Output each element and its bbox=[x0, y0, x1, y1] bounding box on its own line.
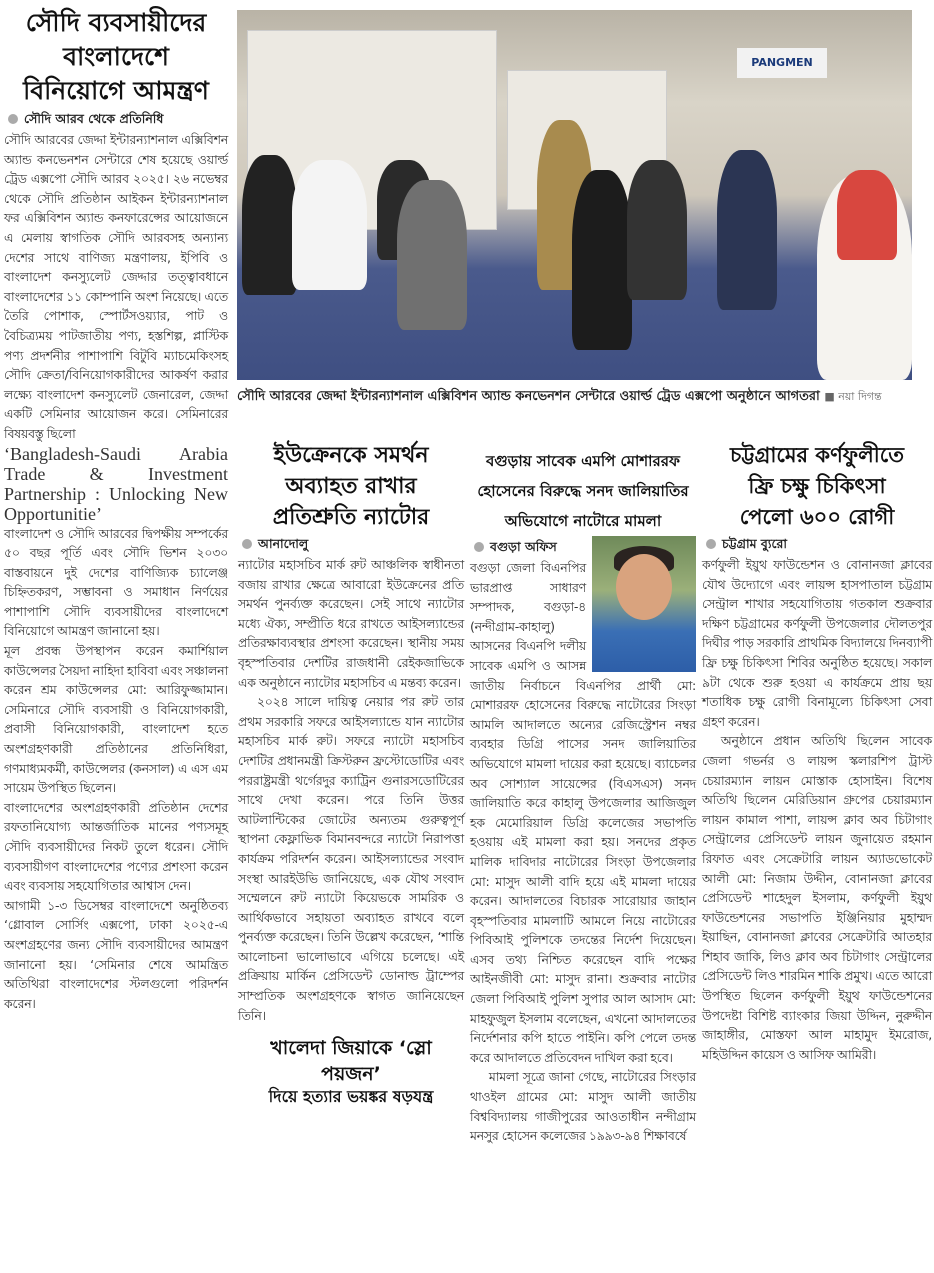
byline bbox=[474, 538, 586, 556]
article-nato-ukraine bbox=[238, 440, 464, 1107]
person bbox=[837, 170, 897, 260]
byline-text: বগুড়া অফিস bbox=[490, 539, 557, 554]
paragraph: সৌদি আরবের জেদ্দা ইন্টারন্যাশনাল এক্সিবিশন অ্যান্ড কনভেনশন সেন্টারে শেষ হয়েছে ওয়ার্ল্ড ট্রেড এক্সপো সৌদি আরব ২০২৫। ২৬ নভেম্বর থেকে সৌদি প্রতিষ্ঠান আইকন ইন্টারন্যাশনাল ফর এক্সিবিশন অ্যান্ড কনফারেন্সের আয়োজনে এ মেলায় স্বাগতিক সৌদি আরবসহ অন্যান্য দেশের সাথে বাণিজ্য মন্ত্রণালয়, ইপিবি ও বাংলাদেশ কনস্যুলেট জেদ্দার তত্ত্বাবধানে বাংলাদেশের ১১ কোম্পানি অংশ নিয়েছে। এতে তৈরি পোশাক, স্পোর্টসওয়্যার, পাট ও বৈচিত্র্যময় পাটজাতীয় পণ্য, হস্তশিল্প, প্লাস্টিক পণ্য প্রদর্শনীর পাশাপাশি বিটুবি ম্যাচমেকিংসহ সৌদি ক্রেতা/বিনিয়োগকারীদের আকর্ষণ করার লক্ষ্যে বাংলাদেশ কনস্যুলেট জেনারেল, জেদ্দা একটি সেমিনার আয়োজন করে। সেমিনারের বিষয়বস্তু ছিলো bbox=[4, 132, 228, 441]
person bbox=[292, 160, 367, 290]
article-saudi-investment bbox=[4, 6, 228, 1013]
article-body bbox=[238, 555, 464, 1025]
paragraph: মূল প্রবন্ধ উপস্থাপন করেন কমার্শিয়াল কাউন্সেলর সৈয়দা নাহিদা হাবিবা এবং সঞ্চালনা করেন শ্রম কাউন্সেলর মো: আরিফুজ্জামান। সেমিনারে সৌদি ব্যবসায়ী ও বিনিয়োগকারী, প্রবাসী বিনিয়োগকারী, বাংলাদেশ হতে অংশগ্রহণকারী প্রতিষ্ঠানের প্রতিনিধিরা, গণমাধ্যমকর্মী, কাউন্সেলর (কনসাল) এ এস এম সায়েম উপস্থিত ছিলেন। bbox=[4, 643, 228, 796]
paragraph: ২০২৪ সালে দায়িত্ব নেয়ার পর রুট তার প্রথম সরকারি সফরে আইসল্যান্ডে যান ন্যাটোর মহাসচিব মার্ক রুট। সফরে ন্যাটো মহাসচিব দেশটির প্রধানমন্ত্রী ক্রিস্টরুন ফ্রস্টোডোটির এবং পররাষ্ট্রমন্ত্রী থর্গেরদুর ক্যাট্রিন গুনারসডোটিরের সাথে দেখা করেন। পরে তিনি উত্তর আটলান্টিকের জোটের অন্যতম গুরুত্বপূর্ণ স্থাপনা কেফ্লাভিক বিমানবন্দরে ন্যাটো নিরাপত্তা কার্যক্রম পরিদর্শন করেন। আইসল্যান্ডের সংবাদ সংস্থা আরইউভি জানিয়েছে, এক যৌথ সংবাদ সম্মেলনে রুট ন্যাটো কিয়েভকে সামরিক ও আর্থিকভাবে সহায়তা অব্যাহত রাখবে বলে পুনর্ব্যক্ত করেছেন। তিনি উল্লেখ করেছেন, ‘শান্তি আলোচনা ভালোভাবে এগিয়ে চলেছে। এই প্রক্রিয়ায় মার্কিন প্রেসিডেন্ট ডোনাল্ড ট্রাম্পের সাম্প্রতিক অংশগ্রহণকে স্বাগত জানিয়েছেন তিনি। bbox=[238, 694, 464, 1023]
headline-line: পেলো ৬০০ রোগী bbox=[739, 505, 895, 529]
article-bogura-case bbox=[470, 446, 696, 1146]
headline-line: অভিযোগে নাটোরে মামলা bbox=[504, 512, 662, 530]
expo-photo bbox=[237, 10, 912, 380]
person bbox=[242, 155, 297, 295]
expo-banner: PANGMEN bbox=[737, 48, 827, 78]
headline-line: বিনিয়োগে আমন্ত্রণ bbox=[23, 76, 209, 105]
person bbox=[627, 160, 687, 300]
article-headline-khaleda bbox=[238, 1035, 464, 1107]
headline-line: দিয়ে হত্যার ভয়ঙ্কর ষড়যন্ত্র bbox=[268, 1087, 434, 1107]
paragraph: বাংলাদেশের অংশগ্রহণকারী প্রতিষ্ঠান দেশের রফতানিযোগ্য আন্তর্জাতিক মানের পণ্যসমূহ সৌদি ব্যবসায়ীদের নিকট তুলে ধরেন। সৌদি ব্যবসায়ীগণ বাংলাদেশের পণ্যের প্রশংসা করেন এবং ব্যবসায় সহযোগিতার আশ্বাস দেন। bbox=[4, 799, 228, 894]
headline-line: প্রতিশ্রুতি ন্যাটোর bbox=[272, 505, 430, 530]
paragraph: কর্ণফুলী ইয়ুথ ফাউন্ডেশন ও বোনানজা ক্লাবের যৌথ উদ্যোগে এবং লায়ন্স হাসপাতাল চট্টগ্রাম সেন্ট্রাল শাখার সহযোগিতায় গতকাল শুক্রবার দক্ষিণ চট্টগ্রামের কর্ণফুলী উপজেলার দৌলতপুর দিঘীর পাড় সরকারি প্রাথমিক বিদ্যালয়ে দিনব্যাপী ফ্রি চক্ষু চিকিৎসা শিবির অনুষ্ঠিত হয়েছে। সকাল ৯টা থেকে শুরু হওয়া এ কার্যক্রমে প্রায় ছয় শতাধিক চক্ষু রোগী বিনামূল্যে চিকিৎসা সেবা গ্রহণ করেন। bbox=[702, 557, 932, 729]
person bbox=[717, 150, 777, 310]
person bbox=[572, 170, 632, 350]
byline bbox=[242, 535, 464, 553]
article-headline bbox=[702, 440, 932, 533]
mp-portrait-photo bbox=[592, 536, 696, 672]
article-karnaphuli-eye-camp bbox=[702, 440, 932, 1064]
bullet-icon bbox=[8, 114, 18, 124]
byline bbox=[8, 110, 228, 128]
bullet-icon bbox=[242, 539, 252, 549]
paragraph: অনুষ্ঠানে প্রধান অতিথি ছিলেন সাবেক জেলা গভর্নর ও লায়ন্স স্কলারশিপ ট্রাস্ট চেয়ারম্যান লায়ন মোস্তাক হোসাইন। বিশেষ অতিথি ছিলেন মেরিডিয়ান গ্রুপের চেয়ারম্যান লায়ন কামাল পাশা, লায়ন্স ক্লাব অব চিটাগাং সেন্ট্রালের প্রেসিডেন্ট লায়ন জুনায়েত রহমান রিফাত এবং সেক্রেটারি লায়ন অ্যাডভোকেট আলী মো: নিজাম উদ্দীন, বোনানজা ক্লাবের প্রেসিডেন্ট শাহেদুল ইসলাম, কর্ণফুলী ইয়ুথ ফাউন্ডেশনের সভাপতি ইঞ্জিনিয়ার মুহাম্মদ ইয়াছিন, বোনানজা ক্লাবের সেক্রেটারি আতহার শিহাব জাকি, লিও ক্লাব অব চিটাগাং সেন্ট্রালের প্রেসিডেন্ট লিও শারমিন শাকি প্রমুখ। এতে আরো উপস্থিত ছিলেন কর্ণফুলী ইয়ুথ ফাউন্ডেশনের উপদেষ্টা বিশিষ্ট ব্যাংকার জিয়া উদ্দিন, নুরুদ্দীন জাহাঙ্গীর, মোস্তফা আল মাহামুদ ইমরোজ, মহিউদ্দিন কায়েস ও আসিফ আমিরী। bbox=[702, 733, 932, 1062]
article-headline bbox=[238, 440, 464, 533]
photo-credit: ■ নয়া দিগন্ত bbox=[824, 390, 882, 403]
byline bbox=[706, 535, 932, 553]
headline-line: খালেদা জিয়াকে ‘স্লো পয়জন’ bbox=[270, 1037, 432, 1086]
headline-line: বাংলাদেশে bbox=[63, 42, 169, 71]
headline-line: অব্যাহত রাখার bbox=[285, 474, 417, 499]
bullet-icon bbox=[474, 542, 484, 552]
face bbox=[616, 554, 672, 620]
headline-line: হোসেনের বিরুদ্ধে সনদ জালিয়াতির bbox=[477, 482, 689, 500]
headline-line: চট্টগ্রামের কর্ণফুলীতে bbox=[730, 443, 904, 467]
credit-text: নয়া দিগন্ত bbox=[838, 390, 882, 403]
article-headline bbox=[470, 446, 696, 536]
byline-text: চট্টগ্রাম ব্যুরো bbox=[722, 536, 788, 551]
article-headline bbox=[4, 6, 228, 108]
paragraph: বাংলাদেশ ও সৌদি আরবের দ্বিপক্ষীয় সম্পর্কের ৫০ বছর পূর্তি এবং সৌদি ভিশন ২০৩০ বাস্তবায়নে দুই দেশের বাণিজ্যিক চ্যালেঞ্জ চিহ্নিতকরণ, সম্ভাবনা ও সমাধান নির্ণয়ের পাশাপাশি সৌদি ব্যবসায়ীদের বাংলাদেশে বিনিয়োগে আমন্ত্রণ জানানো হয়। bbox=[4, 525, 228, 639]
photo-caption bbox=[237, 387, 912, 406]
person bbox=[397, 180, 467, 330]
byline-text: সৌদি আরব থেকে প্রতিনিধি bbox=[24, 111, 164, 126]
paragraph: মামলা সূত্রে জানা গেছে, নাটোরের সিংড়ার থাওইল গ্রামের মো: মাসুদ আলী জাতীয় বিশ্ববিদ্যালয় গাজীপুরের আওতাধীন নন্দীগ্রাম মনসুর হোসেন কলেজের ১৯৯৩-৯৪ শিক্ষাবর্ষে bbox=[470, 1069, 696, 1144]
paragraph: ন্যাটোর মহাসচিব মার্ক রুট আঞ্চলিক স্বাধীনতা বজায় রাখার ক্ষেত্রে আবারো ইউক্রেনের প্রতি সমর্থন পুনর্ব্যক্ত করেছেন। সেই সাথে ন্যাটোর মধ্যে ঐক্য, সম্প্রীতি ধরে রাখতে আইসল্যান্ডের প্রতিরক্ষাব্যবস্থার প্রশংসা করেছেন। স্থানীয় সময় বৃহস্পতিবার দেশটির রাজধানী রেইকজাভিকে এক অনুষ্ঠানে ন্যাটোর মহাসচিব এ মন্তব্য করেন। bbox=[238, 557, 464, 690]
caption-text: সৌদি আরবের জেদ্দা ইন্টারন্যাশনাল এক্সিবিশন অ্যান্ড কনভেনশন সেন্টারে ওয়ার্ল্ড ট্রেড এক্সপো অনুষ্ঠানে আগতরা bbox=[237, 389, 820, 404]
byline-text: আনাদোলু bbox=[258, 536, 309, 551]
paragraph: বগুড়া জেলা বিএনপির ভারপ্রাপ্ত সাধারণ সম্পাদক, বগুড়া-৪ (নন্দীগ্রাম-কাহালু) আসনের বিএনপি দলীয় সাবেক এমপি ও আসন্ন জাতীয় নির্বাচনে বিএনপির প্রার্থী মো: মোশাররফ হোসেনের বিরুদ্ধে নাটোরের সিংড়া আমলি আদালতে অন্যের রেজিস্ট্রেশন নম্বর ব্যবহার ডিগ্রি পাসের সনদ জালিয়াতির অভিযোগে মামলা দায়ের করা হয়েছে। ব্যাচেলর অব সোশ্যাল সায়েন্সের (বিএসএস) সনদ জালিয়াতি করে কাহালু উপজেলার আজিজুল হক মেমোরিয়াল ডিগ্রি কলেজের সভাপতি হওয়ায় এই মামলা করা হয়। সনদের প্রকৃত মালিক দাবিদার নাটোরের সিংড়া উপজেলার মো: মাসুদ আলী বাদি হয়ে এই মামলা দায়ের করেন। আদালতের বিচারক সারোয়ার জাহান বৃহস্পতিবার মামলাটি আমলে নিয়ে নাটোরের পিবিআই পুলিশকে তদন্তের নির্দেশ দিয়েছেন। এসব তথ্য নিশ্চিত করেছেন বাদি পক্ষের আইনজীবী মো: মাসুদ রানা। শুক্রবার নাটোর জেলা পিবিআই পুলিশ সুপার আল আসাদ মো: মাহফুজুল ইসলাম বলেছেন, এখনো আদালতের নির্দেশনার কপি হাতে পাইনি। কপি পেলে তদন্ত করে আদালতে প্রতিবেদন দাখিল করা হবে। bbox=[470, 560, 696, 1065]
article-body bbox=[4, 130, 228, 1013]
headline-line: ইউক্রেনকে সমর্থন bbox=[273, 443, 429, 468]
headline-line: বগুড়ায় সাবেক এমপি মোশাররফ bbox=[485, 452, 680, 470]
paragraph: আগামী ১-৩ ডিসেম্বর বাংলাদেশে অনুষ্ঠিতব্য ‘গ্লোবাল সোর্সিং এক্সপো, ঢাকা ২০২৫-এ অংশগ্রহণের জন্য সৌদি ব্যবসায়ীদের আমন্ত্রণ জানানো হয়। ‘সেমিনার শেষে আমন্ত্রিত অতিথিরা বাংলাদেশের স্টলগুলো পরিদর্শন করেন। bbox=[4, 897, 228, 1011]
headline-line: সৌদি ব্যবসায়ীদের bbox=[25, 8, 207, 37]
seminar-title: ‘Bangladesh-Saudi Arabia Trade & Investment Partnership : Unlocking New Opportunitie’ bbox=[4, 443, 228, 524]
article-body bbox=[702, 555, 932, 1064]
bullet-icon bbox=[706, 539, 716, 549]
headline-line: ফ্রি চক্ষু চিকিৎসা bbox=[748, 474, 886, 498]
